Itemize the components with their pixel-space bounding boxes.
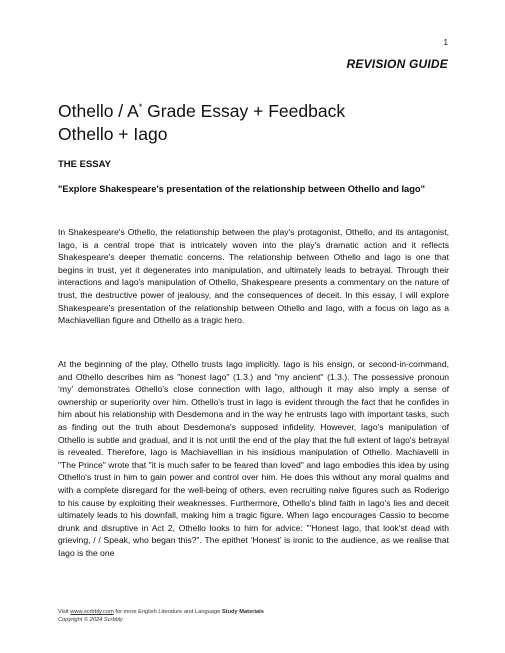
- title-line-1-end: Grade Essay + Feedback: [142, 100, 346, 121]
- footer-copyright: Copyright © 2024 Scrbbly: [58, 617, 123, 623]
- essay-question: "Explore Shakespeare's presentation of the relationship between Othello and Iago": [58, 184, 425, 194]
- revision-guide-label: REVISION GUIDE: [346, 57, 448, 71]
- section-heading: THE ESSAY: [58, 159, 111, 170]
- title-line-1: [58, 96, 345, 123]
- footer-visit-text: Visit: [58, 609, 71, 615]
- footer-middle-text: for more English Literature and Language: [113, 609, 222, 615]
- page-footer: [58, 608, 264, 624]
- page-number: 1: [443, 38, 448, 47]
- page-title: [58, 96, 345, 146]
- title-grade-star: *: [138, 102, 143, 112]
- footer-promo: [58, 608, 264, 616]
- footer-study-materials: Study Materials: [221, 609, 264, 615]
- title-line-1-start: Othello / A: [58, 100, 139, 121]
- title-line-2: Othello + Iago: [58, 123, 168, 144]
- footer-website-link[interactable]: www.scrbbly.com: [70, 609, 114, 615]
- essay-paragraph-body: At the beginning of the play, Othello trusts Iago implicitly. Iago is his ensign, or second-in-command, and Othello describes him as "honest Iago" (1.3.) and "my ancient" (1.3.). The possessive pronoun ‘my’ demonstrates Othello's close connection with Iago, although it may also imply a sense of ownership or superiority over him. Othello's trust in Iago is evident through the fact that he confides in him about his relationship with Desdemona and in the way he entrusts Iago with important tasks, such as finding out the truth about Desdemona's supposed infidelity. However, Iago's manipulation of Othello is subtle and gradual, and it is not until the end of the play that the full extent of Iago's betrayal is revealed. Therefore, Iago is Machiavellian in his insidious manipulation of Othello. Machiavelli in "The Prince" wrote that "it is much safer to be feared than loved" and Iago embodies this idea by using Othello's trust in him to gain power and control over him. He does this without any moral qualms and with a complete disregard for the well-being of others, even recruiting naive figures such as Roderigo to his cause by exploiting their weaknesses. Furthermore, Othello's blind faith in Iago’s lies and deceit ultimately leads to his downfall, making him a tragic figure. When Iago encourages Cassio to become drunk and disruptive in Act 2, Othello looks to him for advice: "'Honest Iago, that look'st dead with grieving, / / Speak, who began this?". The epithet ‘Honest’ is ironic to the audience, as we realise that Iago is the one: [58, 359, 449, 558]
- essay-paragraph-intro: In Shakespeare's Othello, the relationship between the play's protagonist, Othello, and its antagonist, Iago, is a central trope that is intricately woven into the play's dramatic action and it reflects Shakespeare's deeper thematic concerns. The relationship between Othello and Iago is one that begins in trust, yet it degenerates into manipulation, and ultimately leads to betrayal. Through their interactions and Iago's manipulation of Othello, Shakespeare presents a commentary on the nature of trust, the destructive power of jealousy, and the consequences of deceit. In this essay, I will explore Shakespeare's presentation of the relationship between Othello and Iago, with a focus on Iago as a Machiavellian figure and Othello as a tragic hero.: [58, 227, 449, 326]
